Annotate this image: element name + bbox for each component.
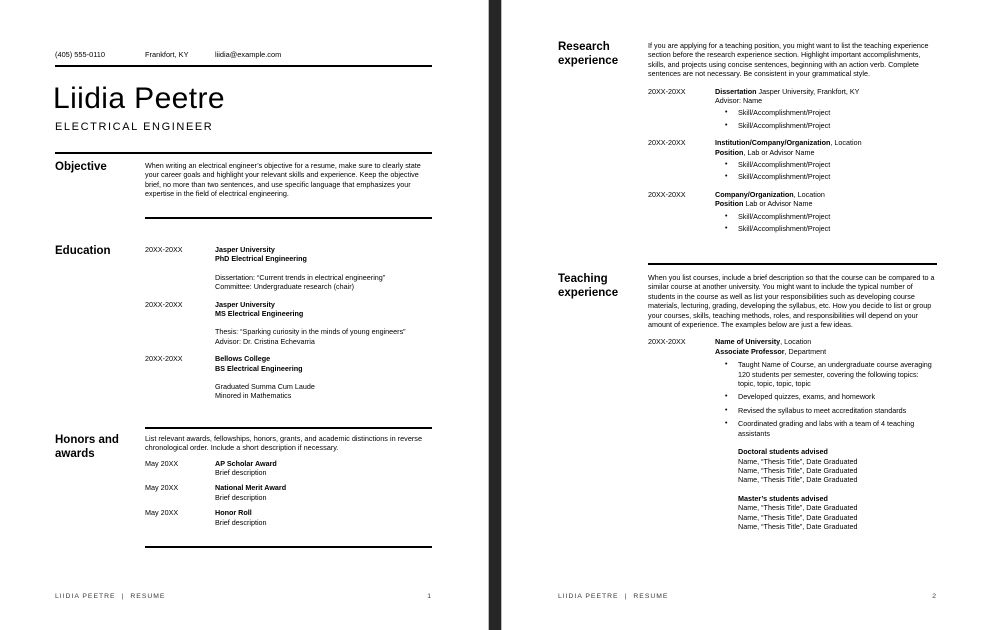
entry-subtitle: Associate Professor, Department: [715, 346, 827, 356]
advised-line: Name, “Thesis Title”, Date Graduated: [738, 456, 858, 466]
research-entry: [648, 190, 937, 234]
contact-email: liidia@example.com: [215, 50, 282, 59]
page-number: 2: [932, 593, 937, 600]
honor-item: [145, 459, 432, 478]
entry-title: Institution/Company/Organization, Location: [715, 138, 862, 148]
bullet-item: • Skill/Accomplishment/Project: [725, 160, 831, 170]
education-school: Jasper University: [215, 299, 275, 309]
education-detail: Dissertation: “Current trends in electrical engineering”: [215, 272, 386, 282]
bullet-item: • Skill/Accomplishment/Project: [725, 172, 831, 182]
entry-subtitle: Position Lab or Advisor Name: [715, 199, 813, 209]
contact-phone: (405) 555-0110: [55, 50, 105, 59]
footer-title: LIIDIA PEETRE | RESUME: [55, 593, 166, 600]
research-entry: [648, 138, 937, 182]
entry-title: Company/Organization, Location: [715, 189, 825, 199]
bullet-icon: •: [725, 393, 728, 401]
page-gap-divider: [488, 0, 502, 630]
education-detail: Thesis: “Sparking curiosity in the minds of young engineers”: [215, 327, 406, 337]
education-section: [55, 245, 432, 409]
entry-dates: 20XX-20XX: [648, 189, 686, 199]
bullet-icon: •: [725, 212, 728, 220]
honor-description: Brief description: [215, 517, 267, 527]
honor-description: Brief description: [215, 492, 267, 502]
resume-page-2: [502, 0, 990, 630]
entry-subtitle: Position, Lab or Advisor Name: [715, 147, 815, 157]
bullet-icon: •: [725, 406, 728, 414]
header-divider: [55, 65, 432, 67]
bullet-icon: •: [725, 109, 728, 117]
education-school: Jasper University: [215, 245, 275, 254]
page-footer: [55, 593, 432, 600]
section-divider: [145, 427, 432, 429]
honor-dates: May 20XX: [145, 508, 179, 518]
objective-body: When writing an electrical engineer’s objective for a resume, make sure to clearly state your career goals and highlight your relevant skills and experience. Keep the objective brief, no more than two sentences, and use specific language that emphasizes your expertise in the field of electrical engineering.: [145, 161, 421, 199]
masters-students-advised: [738, 494, 937, 532]
bullet-icon: •: [725, 420, 728, 428]
bullet-icon: •: [725, 361, 728, 369]
honor-title: Honor Roll: [215, 508, 252, 518]
person-name: Liidia Peetre: [53, 82, 225, 115]
research-heading: Research experience: [558, 41, 619, 67]
teaching-intro: When you list courses, include a brief description so that the course can be compared to a similar course at another university. You might want to include the typical number of students in the course as well as list your responsibilities such as developing course materials, lecturing, grading, developing the syllabus, etc. How you decide to list or group your courses, skills, teaching methods, roles, and responsibilities will depend on your amount of experience. The examples below are just a few ideas.: [648, 273, 935, 330]
education-detail: Advisor: Dr. Cristina Echevarria: [215, 336, 315, 346]
doctoral-students-advised: [738, 447, 937, 485]
entry-dates: 20XX-20XX: [648, 337, 686, 347]
education-school: Bellows College: [215, 354, 271, 364]
bullet-icon: •: [725, 225, 728, 233]
education-heading: Education: [55, 245, 111, 257]
advised-line: Name, “Thesis Title”, Date Graduated: [738, 512, 858, 522]
section-divider: [648, 263, 937, 265]
advised-heading: Doctoral students advised: [738, 447, 828, 457]
honors-section: [55, 434, 432, 527]
advised-line: Name, “Thesis Title”, Date Graduated: [738, 465, 858, 475]
research-intro: If you are applying for a teaching position, you might want to list the teaching experience section before the research experience section. Highlight important accomplishments, skills, and projects using concise sentences, beginning with an action verb. Complete sentences are not necessary. Be consistent in your grammatical style.: [648, 41, 929, 79]
honor-dates: May 20XX: [145, 483, 179, 493]
bullet-icon: •: [725, 173, 728, 181]
education-item: [145, 245, 432, 292]
page-footer: [558, 593, 937, 600]
bullet-icon: •: [725, 121, 728, 129]
teaching-heading: Teaching experience: [558, 273, 619, 299]
education-item: [145, 300, 432, 347]
education-degree: MS Electrical Engineering: [215, 309, 304, 319]
footer-title: LIIDIA PEETRE | RESUME: [558, 593, 669, 600]
advised-line: Name, “Thesis Title”, Date Graduated: [738, 475, 858, 485]
bullet-item: • Skill/Accomplishment/Project: [725, 120, 831, 130]
education-dates: 20XX-20XX: [145, 245, 183, 254]
teaching-entry: [648, 337, 937, 531]
education-dates: 20XX-20XX: [145, 354, 183, 364]
education-detail: Committee: Undergraduate research (chair): [215, 282, 355, 292]
advised-line: Name, “Thesis Title”, Date Graduated: [738, 503, 858, 513]
honor-item: [145, 508, 432, 527]
entry-dates: 20XX-20XX: [648, 86, 686, 96]
bullet-item: • Revised the syllabus to meet accreditation standards: [725, 405, 907, 415]
bullet-icon: •: [725, 161, 728, 169]
advised-heading: Master’s students advised: [738, 493, 828, 503]
person-job-title: ELECTRICAL ENGINEER: [55, 121, 214, 133]
section-divider: [145, 217, 432, 219]
objective-section: [55, 161, 432, 199]
entry-title: Dissertation Jasper University, Frankfort, KY: [715, 86, 860, 96]
bullet-item: • Coordinated grading and labs with a team of 4 teaching assistants: [725, 419, 915, 438]
objective-heading: Objective: [55, 161, 107, 173]
education-item: [145, 354, 432, 401]
education-degree: BS Electrical Engineering: [215, 363, 303, 373]
education-detail: Minored in Mathematics: [215, 391, 292, 401]
honors-heading: Honors and awards: [55, 434, 119, 460]
bullet-item: • Skill/Accomplishment/Project: [725, 108, 831, 118]
education-degree: PhD Electrical Engineering: [215, 254, 307, 264]
teaching-section: [558, 273, 937, 531]
section-divider: [145, 546, 432, 548]
page-number: 1: [427, 593, 432, 600]
contact-location: Frankfort, KY: [145, 50, 189, 59]
bullet-item: • Taught Name of Course, an undergraduate course averaging 120 students per semester, covering the following topics: topic, topic, topic, topic: [725, 360, 932, 389]
bullet-item: • Skill/Accomplishment/Project: [725, 211, 831, 221]
contact-row: [55, 50, 432, 59]
bullet-item: • Developed quizzes, exams, and homework: [725, 392, 876, 402]
research-section: [558, 41, 937, 242]
honor-title: AP Scholar Award: [215, 458, 277, 468]
education-detail: Graduated Summa Cum Laude: [215, 382, 315, 392]
advised-line: Name, “Thesis Title”, Date Graduated: [738, 521, 858, 531]
research-entry: [648, 87, 937, 131]
entry-subtitle: Advisor: Name: [715, 96, 763, 106]
resume-page-1: [0, 0, 488, 630]
entry-dates: 20XX-20XX: [648, 138, 686, 148]
honor-description: Brief description: [215, 468, 267, 477]
bullet-item: • Skill/Accomplishment/Project: [725, 224, 831, 234]
honor-title: National Merit Award: [215, 483, 287, 493]
entry-title: Name of University, Location: [715, 337, 812, 347]
honor-item: [145, 483, 432, 502]
section-divider: [55, 152, 432, 154]
honors-intro: List relevant awards, fellowships, honors, grants, and academic distinctions in reverse chronological order. Include a short description if necessary.: [145, 434, 423, 453]
honor-dates: May 20XX: [145, 458, 179, 468]
education-dates: 20XX-20XX: [145, 299, 183, 309]
